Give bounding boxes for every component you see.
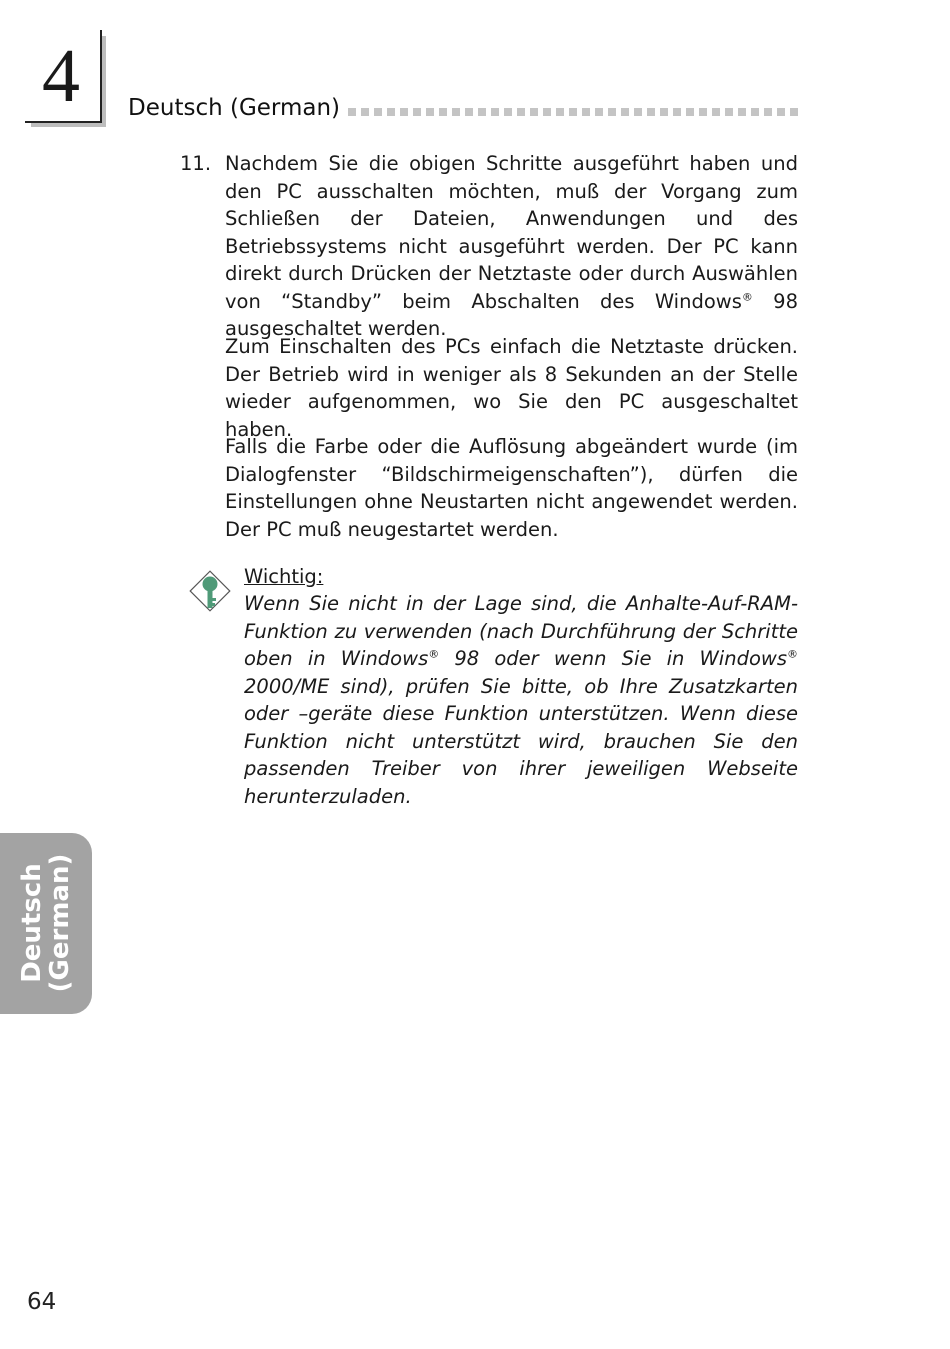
leader-dot <box>361 108 369 116</box>
leader-dot <box>595 108 603 116</box>
leader-dot <box>790 108 798 116</box>
leader-dot <box>387 108 395 116</box>
side-tab-line-1: Deutsch <box>17 863 47 983</box>
tip-body <box>244 590 798 810</box>
leader-dot <box>543 108 551 116</box>
title-dot-leader <box>348 108 798 116</box>
leader-dot <box>426 108 434 116</box>
leader-dot <box>751 108 759 116</box>
leader-dot <box>634 108 642 116</box>
leader-dot <box>764 108 772 116</box>
leader-dot <box>530 108 538 116</box>
section-title: Deutsch (German) <box>128 95 341 121</box>
leader-dot <box>413 108 421 116</box>
leader-dot <box>699 108 707 116</box>
leader-dot <box>608 108 616 116</box>
key-icon <box>186 567 234 615</box>
tip-text-2: 98 oder wenn Sie in Windows <box>439 647 787 670</box>
side-tab-label <box>18 854 74 993</box>
leader-dot <box>400 108 408 116</box>
leader-dot <box>374 108 382 116</box>
paragraph-1 <box>225 150 798 343</box>
leader-dot <box>569 108 577 116</box>
registered-mark: ® <box>787 647 798 661</box>
leader-dot <box>712 108 720 116</box>
leader-dot <box>348 108 356 116</box>
leader-dot <box>465 108 473 116</box>
registered-mark: ® <box>741 290 753 303</box>
paragraph-2: Zum Einschalten des PCs einfach die Netztaste drücken. Der Betrieb wird in weniger als 8 Sekunden an der Stelle wieder aufgenommen, wo Sie den PC ausgeschaltet haben. <box>225 335 798 441</box>
page-number: 64 <box>27 1289 57 1315</box>
leader-dot <box>686 108 694 116</box>
leader-dot <box>439 108 447 116</box>
leader-dot <box>504 108 512 116</box>
leader-dot <box>660 108 668 116</box>
leader-dot <box>725 108 733 116</box>
paragraph-1-text-end: 98 ausgeschaltet werden. <box>225 289 798 340</box>
paragraph-3: Falls die Farbe oder die Auflösung abgeändert wurde (im Dialogfenster “Bildschirmeigenschaften”), dürfen die Einstellungen ohne Neustarten nicht angewendet werden. Der PC muß neugestartet werden. <box>225 435 798 541</box>
leader-dot <box>673 108 681 116</box>
paragraph-1-text: Nachdem Sie die obigen Schritte ausgeführt haben und den PC ausschalten möchten, muß der Vorgang zum Schließen der Dateien, Anwendungen und des Betriebssystems nicht ausgeführt werden. Der PC kann direkt durch Drücken der Netztaste oder durch Auswählen von “Standby” beim Abschalten des Windows <box>225 152 798 313</box>
leader-dot <box>738 108 746 116</box>
list-item-number: 11. <box>180 152 212 175</box>
leader-dot <box>517 108 525 116</box>
tip-text-3: 2000/ME sind), prüfen Sie bitte, ob Ihre Zusatzkarten oder –geräte diese Funktion unterstützen. Wenn diese Funktion nicht unterstützt wird, brauchen Sie den passenden Treiber von ihrer jeweiligen Webseite herunterzuladen. <box>244 674 798 808</box>
leader-dot <box>491 108 499 116</box>
leader-dot <box>556 108 564 116</box>
tip-text-1: Wenn Sie nicht in der Lage sind, die Anhalte-Auf-RAM-Funktion zu verwenden (nach Durchführung der Schritte oben in Windows <box>244 592 798 670</box>
leader-dot <box>582 108 590 116</box>
leader-dot <box>621 108 629 116</box>
registered-mark: ® <box>428 647 440 661</box>
side-tab-line-2: (German) <box>45 853 75 993</box>
chapter-number: 4 <box>42 34 80 118</box>
leader-dot <box>777 108 785 116</box>
leader-dot <box>452 108 460 116</box>
leader-dot <box>647 108 655 116</box>
tip-heading: Wichtig: <box>244 565 324 588</box>
leader-dot <box>478 108 486 116</box>
